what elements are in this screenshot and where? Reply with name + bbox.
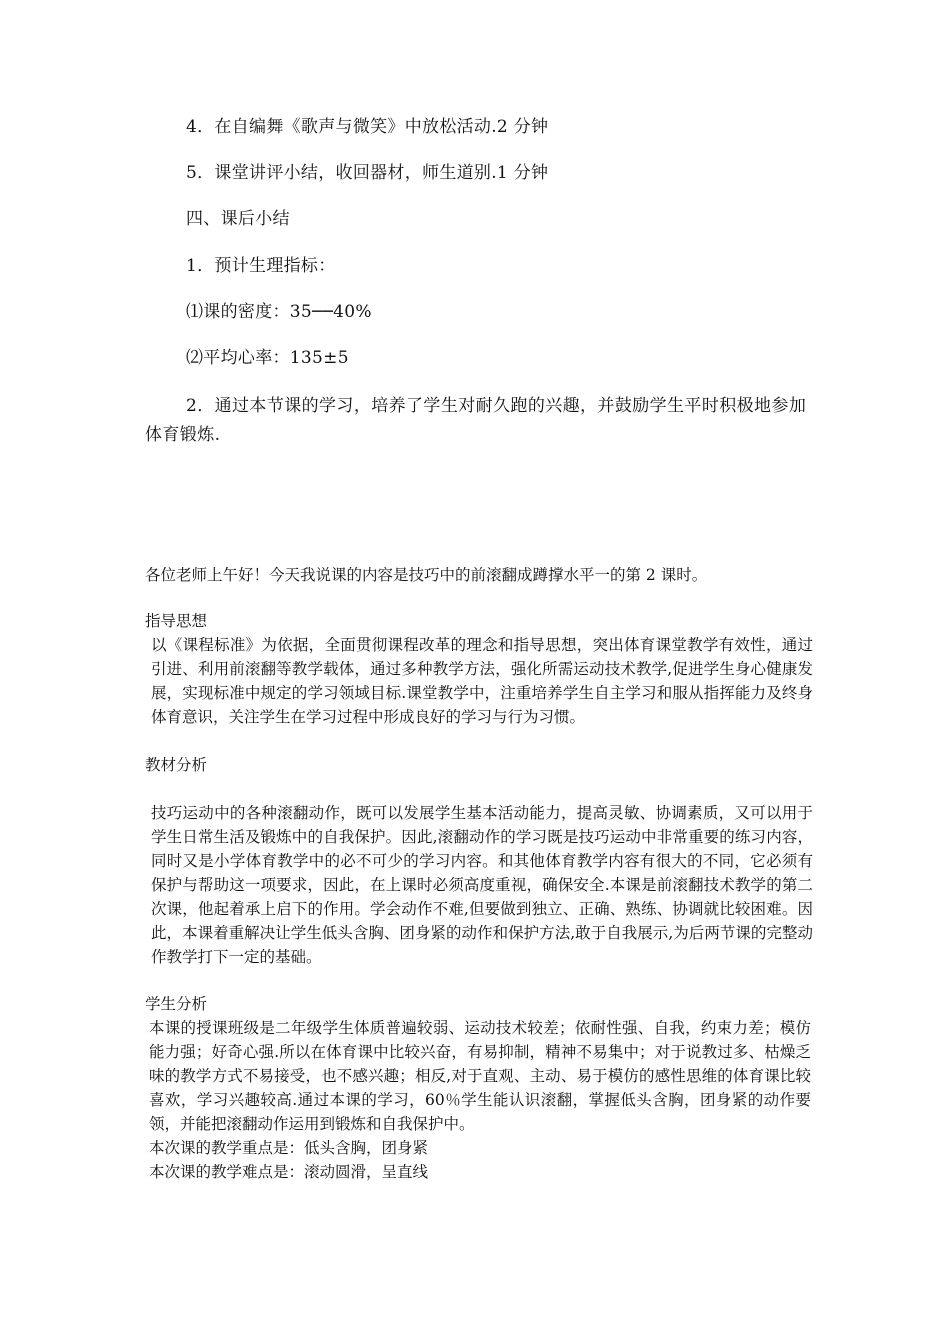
- activity-item-5: 5．课堂讲评小结，收回器材，师生道别.1 分钟: [186, 163, 549, 183]
- teaching-difficulty: 本次课的教学难点是：滚动圆滑，呈直线: [149, 1163, 429, 1181]
- material-analysis-heading: 教材分析: [145, 756, 208, 774]
- guiding-thought-heading: 指导思想: [145, 612, 208, 630]
- after-class-summary-heading: 四、课后小结: [186, 209, 290, 229]
- student-analysis-text: 本课的授课班级是二年级学生体质普遍较弱、运动技术较差；依耐性强、自我，约束力差；模仿能力强；好奇心强.所以在体育课中比较兴奋，有易抑制，精神不易集中；对于说教过多、枯燥乏味的教学方式不易接受，也不感兴趣；相反,对于直观、主动、易于模仿的感性思维的体育课比较喜欢，学习兴趣较高.通过本课的学习，60％学生能认识滚翻，掌握低头含胸，团身紧的动作要领，并能把滚翻动作运用到锻炼和自我保护中。: [149, 1019, 811, 1133]
- activity-item-4: 4．在自编舞《歌声与微笑》中放松活动.2 分钟: [186, 117, 549, 137]
- lecture-introduction: 各位老师上午好！今天我说课的内容是技巧中的前滚翻成蹲撑水平一的第 2 课时。: [145, 566, 708, 584]
- student-analysis-heading: 学生分析: [145, 995, 208, 1013]
- average-heart-rate-indicator: ⑵平均心率：135±5: [186, 348, 349, 368]
- lesson-summary-paragraph: 2．通过本节课的学习，培养了学生对耐久跑的兴趣，并鼓励学生平时积极地参加体育锻炼.: [145, 396, 807, 445]
- material-analysis-text: 技巧运动中的各种滚翻动作，既可以发展学生基本活动能力，提高灵敏、协调素质，又可以用于学生日常生活及锻炼中的自我保护。因此,滚翻动作的学习既是技巧运动中非常重要的练习内容，同时又是小学体育教学中的必不可少的学习内容。和其他体育教学内容有很大的不同，它必须有保护与帮助这一项要求，因此，在上课时必须高度重视，确保安全.本课是前滚翻技术教学的第二次课，他起着承上启下的作用。学会动作不难,但要做到独立、正确、熟练、协调就比较困难。因此，本课着重解决让学生低头含胸、团身紧的动作和保护方法,敢于自我展示,为后两节课的完整动作教学打下一定的基础。: [151, 804, 813, 966]
- class-density-indicator: ⑴课的密度：35──40%: [186, 302, 372, 322]
- physiological-indicators-label: 1．预计生理指标：: [186, 256, 336, 276]
- teaching-key-point: 本次课的教学重点是：低头含胸，团身紧: [149, 1139, 429, 1157]
- guiding-thought-text: 以《课程标准》为依据，全面贯彻课程改革的理念和指导思想，突出体育课堂教学有效性，通过引进、利用前滚翻等教学载体，通过多种教学方法，强化所需运动技术教学,促进学生身心健康发展，实现标准中规定的学习领域目标.课堂教学中，注重培养学生自主学习和服从指挥能力及终身体育意识，关注学生在学习过程中形成良好的学习与行为习惯。: [151, 636, 813, 726]
